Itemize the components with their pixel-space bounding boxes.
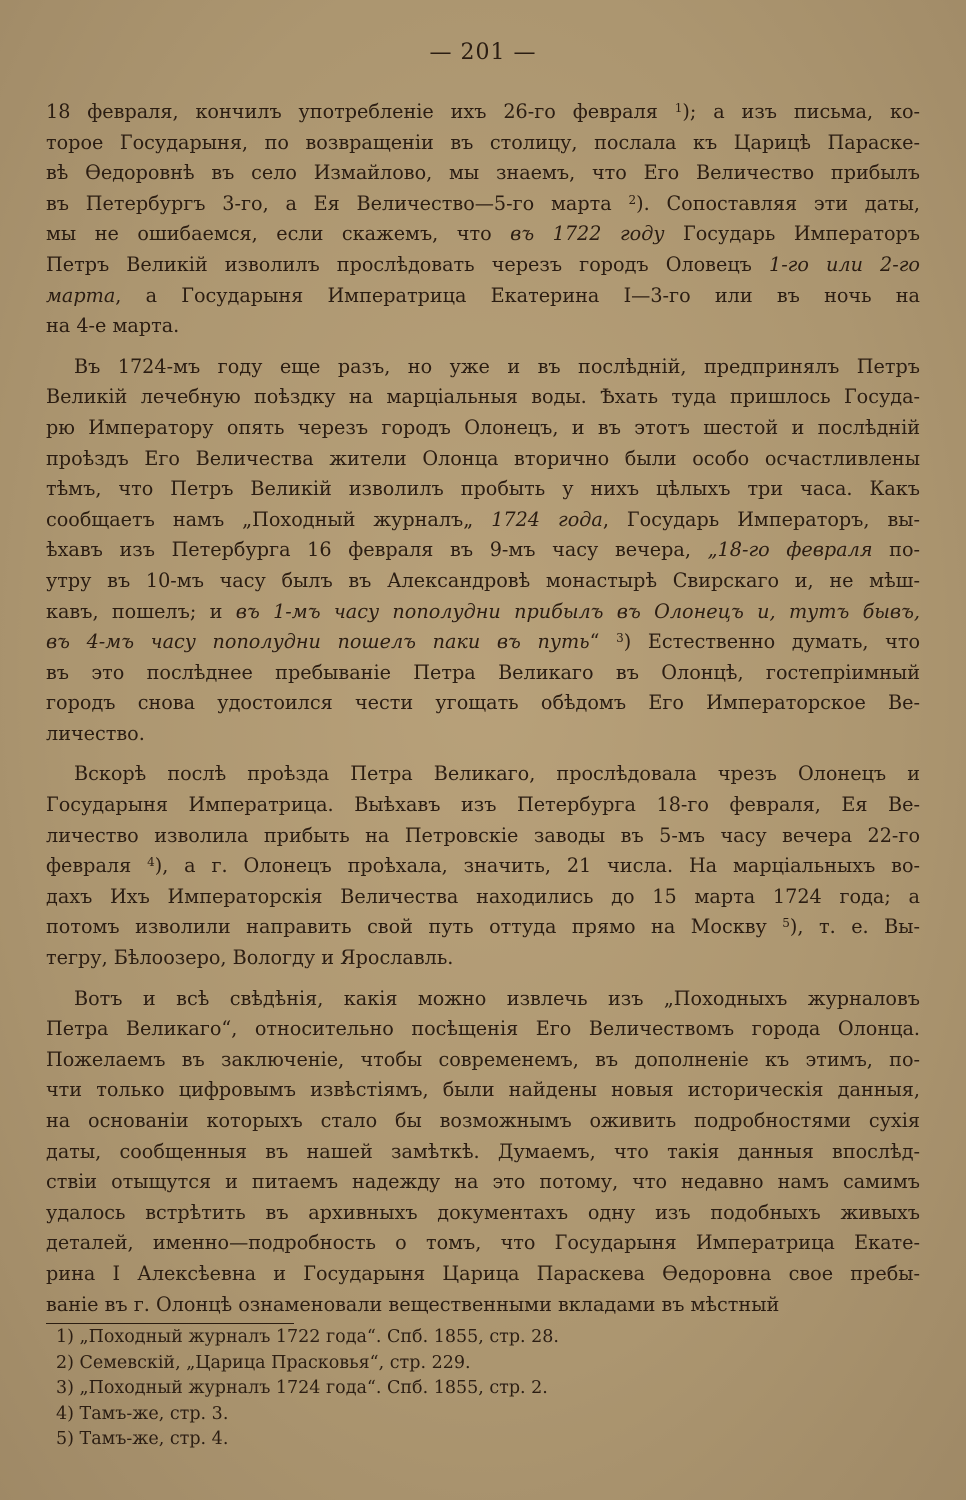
text-run: , Государь Императоръ, вы-	[602, 507, 920, 531]
text-run: дахъ Ихъ Императорскія Величества находились до 15 марта 1724 года; а	[46, 884, 920, 908]
text-run: Государыня Императрица. Выѣхавъ изъ Петербурга 18-го февраля, Ея Ве-	[46, 793, 920, 817]
text-run: городъ снова удостоился чести угощать обѣдомъ Его Императорское Ве-	[46, 691, 920, 715]
text-run: ) Естественно думать, что	[623, 630, 920, 654]
text-run: 18 февраля, кончилъ употребленіе ихъ 26-го февраля	[46, 100, 675, 123]
text-run: Пожелаемъ въ заключеніе, чтобы современемъ, въ дополненіе къ этимъ, по-	[46, 1047, 920, 1071]
text-line	[46, 719, 920, 750]
text-line	[46, 97, 920, 128]
text-line	[46, 535, 920, 566]
text-line	[46, 821, 920, 852]
text-line	[46, 912, 920, 943]
text-run: , а Государыня Императрица Екатерина I—3-го или въ ночь на	[115, 283, 920, 307]
text-run: мы не ошибаемся, если скажемъ, что	[46, 222, 511, 246]
italic-run: 1-го или 2-го	[768, 252, 920, 276]
italic-run: 1724 года	[491, 507, 603, 531]
text-run: даты, сообщенныя въ нашей замѣткѣ. Думаемъ, что такія данныя впослѣд-	[46, 1139, 920, 1163]
text-run: Великій лечебную поѣздку на марціальныя воды. Ѣхать туда пришлось Госуда-	[46, 385, 920, 409]
text-run: Въ 1724-мъ году еще разъ, но уже и въ послѣдній, предпринялъ Петръ	[74, 354, 920, 378]
text-line	[46, 658, 920, 689]
italic-run: въ 1-мъ часу пополудни прибылъ въ Олонецъ и, тутъ бывъ,	[235, 599, 920, 623]
body-text	[46, 97, 920, 1320]
paragraph	[46, 984, 920, 1321]
text-line	[46, 1106, 920, 1137]
text-run: удалось встрѣтить въ архивныхъ документахъ одну изъ подобныхъ живыхъ	[46, 1200, 920, 1224]
text-run: ваніе въ г. Олонцѣ ознаменовали вещественными вкладами въ мѣстный	[46, 1292, 780, 1316]
text-run: кавъ, пошелъ; и	[46, 599, 236, 623]
text-run: ), т. е. Вы-	[789, 915, 920, 939]
text-run: проѣздъ Его Величества жители Олонца вторично были особо осчастливлены	[46, 446, 920, 470]
text-line	[46, 250, 920, 281]
text-line	[46, 1045, 920, 1076]
text-line	[46, 943, 920, 974]
text-line	[46, 1167, 920, 1198]
text-line	[46, 851, 920, 882]
text-line	[46, 1290, 920, 1321]
paragraph-gap	[46, 342, 920, 352]
italic-run: въ 4-мъ часу пополудни пошелъ паки въ путь	[46, 630, 590, 654]
text-line	[46, 1198, 920, 1229]
text-line	[46, 413, 920, 444]
footnote-ref: 5	[782, 916, 790, 931]
italic-run: „18-го февраля	[707, 538, 873, 562]
text-run: тегру, Бѣлоозеро, Вологду и Ярославль.	[46, 946, 454, 970]
text-run: деталей, именно—подробность о томъ, что Государыня Императрица Екате-	[46, 1231, 920, 1255]
text-run: рю Императору опять черезъ городъ Олонецъ, и въ этотъ шестой и послѣдній	[46, 415, 920, 439]
text-line	[46, 1014, 920, 1045]
text-line	[46, 984, 920, 1015]
text-run: ), а г. Олонецъ проѣхала, значить, 21 числа. На марціальныхъ во-	[154, 854, 920, 878]
text-line	[46, 219, 920, 250]
text-run: февраля	[46, 854, 148, 878]
text-run: Вотъ и всѣ свѣдѣнія, какія можно извлечь изъ „Походныхъ журналовъ	[74, 986, 920, 1010]
page-number: — 201 —	[429, 40, 537, 65]
text-run: Государь Императоръ	[664, 222, 920, 246]
footnote-ref: 3	[616, 631, 624, 646]
text-line	[46, 382, 920, 413]
text-line	[46, 566, 920, 597]
text-run: потомъ изволили направить свой путь оттуда прямо на Москву	[46, 915, 783, 939]
paragraph	[46, 97, 920, 342]
text-line	[46, 627, 920, 658]
text-run: Вскорѣ послѣ проѣзда Петра Великаго, прослѣдовала чрезъ Олонецъ и	[74, 762, 920, 786]
footnote-5: 5) Тамъ-же, стр. 4.	[56, 1429, 229, 1449]
text-run: ); а изъ письма, ко-	[682, 100, 920, 123]
text-run: ствіи отыщутся и питаемъ надежду на это потому, что недавно намъ самимъ	[46, 1170, 920, 1194]
text-line	[46, 158, 920, 189]
text-run: Петра Великаго“, относительно посѣщенія Его Величествомъ города Олонца.	[46, 1017, 920, 1041]
text-run: Петръ Великій изволилъ прослѣдовать черезъ городъ Оловецъ	[46, 252, 769, 276]
text-run: тѣмъ, что Петръ Великій изволилъ пробыть у нихъ цѣлыхъ три часа. Какъ	[46, 477, 920, 501]
text-run: рина I Алексѣевна и Государыня Царица Параскева Өедоровна свое пребы-	[46, 1261, 920, 1285]
paragraph	[46, 352, 920, 750]
footnote-3: 3) „Походный журналъ 1724 года“. Спб. 1855, стр. 2.	[56, 1378, 548, 1398]
text-run: вѣ Өедоровнѣ въ село Измайлово, мы знаемъ, что Его Величество прибылъ	[46, 161, 920, 185]
text-line	[46, 759, 920, 790]
text-line	[46, 474, 920, 505]
text-line	[46, 688, 920, 719]
footnote-1: 1) „Походный журналъ 1722 года“. Спб. 1855, стр. 28.	[56, 1327, 559, 1347]
footnote-ref: 1	[674, 101, 683, 115]
paragraph-gap	[46, 749, 920, 759]
text-run: ). Сопоставляя эти даты,	[636, 191, 920, 215]
italic-run: марта	[46, 283, 116, 307]
text-line	[46, 1259, 920, 1290]
footnote-2: 2) Семевскій, „Царица Прасковья“, стр. 229.	[56, 1352, 471, 1373]
text-run: ѣхавъ изъ Петербурга 16 февраля въ 9-мъ часу вечера,	[46, 538, 708, 562]
footnote-divider	[46, 1323, 294, 1324]
text-run: по-	[872, 538, 920, 562]
footnote-ref: 2	[628, 192, 637, 207]
paragraph-gap	[46, 974, 920, 984]
text-run: утру въ 10-мъ часу былъ въ Александровѣ монастырѣ Свирскаго и, не мѣш-	[46, 568, 920, 592]
text-line	[46, 281, 920, 312]
text-line	[46, 128, 920, 159]
text-line	[46, 311, 920, 342]
text-run: на основаніи которыхъ стало бы возможнымъ оживить подробностями сухія	[46, 1109, 920, 1132]
text-line	[46, 1137, 920, 1168]
paragraph	[46, 759, 920, 973]
text-run: торое Государыня, по возвращеніи въ столицу, послала къ Царицѣ Параске-	[46, 130, 920, 154]
text-run: въ это послѣднее пребываніе Петра Великаго въ Олонцѣ, гостепріимный	[46, 660, 920, 684]
text-line	[46, 597, 920, 628]
footnotes	[56, 1325, 559, 1453]
text-run: въ Петербургъ 3-го, а Ея Величество—5-го марта	[46, 191, 629, 215]
text-line	[46, 352, 920, 383]
text-line	[46, 1075, 920, 1106]
text-line	[46, 790, 920, 821]
footnote-ref: 4	[147, 855, 155, 870]
text-run: “	[589, 630, 617, 654]
text-line	[46, 882, 920, 913]
italic-run: въ 1722 году	[510, 222, 665, 246]
text-line	[46, 189, 920, 220]
text-line	[46, 505, 920, 536]
text-run: личество изволила прибыть на Петровскіе заводы въ 5-мъ часу вечера 22-го	[46, 823, 920, 847]
footnote-4: 4) Тамъ-же, стр. 3.	[56, 1403, 229, 1424]
text-run: на 4-е марта.	[46, 314, 180, 338]
text-line	[46, 1228, 920, 1259]
text-run: чти только цифровымъ извѣстіямъ, были найдены новыя историческія данныя,	[46, 1078, 920, 1102]
text-run: сообщаетъ намъ „Походный журналъ„	[46, 507, 492, 531]
text-line	[46, 444, 920, 475]
text-run: личество.	[46, 721, 145, 745]
